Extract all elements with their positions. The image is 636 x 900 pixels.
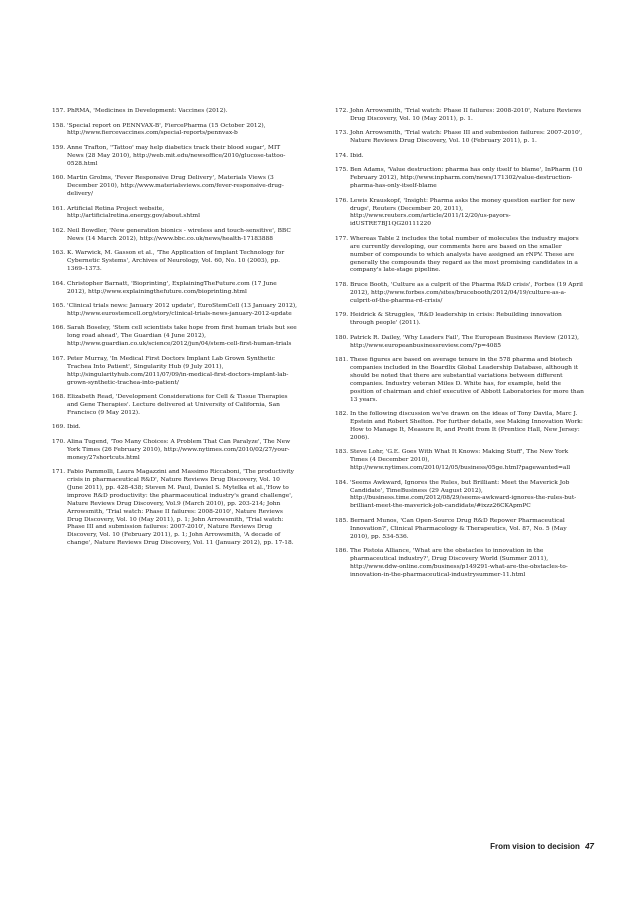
right-endnotes-column (335, 108, 585, 586)
endnote (52, 424, 297, 432)
endnote-text: 'Special report on PENNVAX-B', FiercePharma (15 October 2012), http://www.fiercevaccines.com/special-reports/pennvax-b (67, 122, 266, 137)
endnote-text: The Pistoia Alliance, 'What are the obstacles to innovation in the pharmaceutical industry?', Drug Discovery World (Summer 2011), http://www.ddw-online.com/business/p149291-what-are-the-obstacles-to-innovation-in-the-pharmaceutical-industrysummer-11.html (350, 548, 568, 578)
endnote-number: 164. (52, 280, 66, 287)
endnote-number: 186. (335, 548, 349, 555)
endnote-text: Bruce Booth, 'Culture as a culprit of the Pharma R&D crisis', Forbes (19 April 2012), http://www.forbes.com/sites/brucebooth/2012/04/19/culture-as-a-culprit-of-the-pharma-rd-crisis/ (350, 281, 583, 304)
endnote (52, 228, 297, 244)
endnote-number: 161. (52, 205, 66, 212)
endnote-number: 173. (335, 130, 349, 137)
endnote-text: In the following discussion we've drawn on the ideas of Tony Davila, Marc J. Epstein and Robert Shelton. For further details, see Making Innovation Work: How to Manage It, Measure It, and Profit from It (Prentice Hall, New Jersey: 2006). (350, 411, 583, 441)
endnote (52, 439, 297, 463)
endnote-number: 159. (52, 144, 66, 151)
endnote (52, 145, 297, 169)
endnote (52, 281, 297, 297)
endnote (335, 312, 585, 328)
endnote (52, 108, 297, 116)
endnote (52, 356, 297, 388)
endnote (52, 123, 297, 139)
endnote-text: Bernard Munos, 'Can Open-Source Drug R&D Repower Pharmaceutical Innovation?', Clinical Pharmacology & Therapeutics, Vol. 87, No. 5 (May 2010), pp. 534-536. (350, 517, 567, 540)
endnote-number: 180. (335, 334, 349, 341)
endnote-number: 184. (335, 479, 349, 486)
endnote (52, 206, 297, 222)
endnote-text: These figures are based on average tenure in the 578 pharma and biotech companies included in the Boardlix Global Leadership Database, although it should be noted that there are substantial variations between different companies. Industry veteran Miles D. White has, for example, held the position of chairman and chief executive of Abbott Laboratories for more than 13 years. (350, 357, 584, 403)
endnote (335, 198, 585, 230)
endnote-number: 162. (52, 227, 66, 234)
endnote-number: 163. (52, 250, 66, 257)
endnote-number: 181. (335, 357, 349, 364)
endnote-text: Heidrick & Struggles, 'R&D leadership in crisis: Rebuilding innovation through people' (2011). (350, 312, 562, 327)
endnote-number: 158. (52, 122, 66, 129)
endnote-text: Elizabeth Read, 'Development Considerations for Cell & Tissue Therapies and Gene Therapies'. Lecture delivered at University of California, San Francisco (9 May 2012). (67, 394, 288, 416)
endnote-number: 170. (52, 438, 66, 445)
endnote-number: 165. (52, 303, 66, 310)
footer-label: From vision to decision (490, 842, 580, 851)
endnote (335, 167, 585, 191)
endnote-text: K. Warwick, M. Gasson et al., 'The Application of Implant Technology for Cybernetic Systems', Archives of Neurology, Vol. 60, No. 10 (2003), pp. 1369–1373. (67, 250, 285, 273)
endnote-number: 174. (335, 152, 349, 159)
endnote-text: Ben Adams, 'Value destruction: pharma has only itself to blame', InPharm (10 February 2012), http://www.inpharm.com/news/171302/value-destruction-pharma-has-only-itself-blame (350, 167, 583, 190)
endnote-number: 177. (335, 235, 349, 242)
endnote-text: 'Clinical trials news: January 2012 update', EuroStemCell (13 January 2012), http://www.eurostemcell.org/story/clinical-trials-news-january-2012-update (67, 303, 297, 317)
endnote-number: 183. (335, 449, 349, 456)
endnote-number: 171. (52, 469, 66, 476)
endnote (335, 480, 585, 512)
endnote-text: Martin Grolms, 'Fever Responsive Drug Delivery', Materials Views (3 December 2010), http://www.materialsviews.com/fever-responsive-drug-delivery/ (67, 175, 284, 198)
endnote-text: Artificial Retina Project website, http://artificialretina.energy.gov/about.shtml (67, 205, 200, 220)
endnote (335, 518, 585, 542)
endnote (52, 250, 297, 274)
endnote-number: 179. (335, 312, 349, 319)
endnote (335, 411, 585, 443)
endnote-text: Lewis Krauskopf, 'Insight: Pharma asks the money question earlier for new drugs', Reuters (December 20, 2011), http://www.reuters.com/article/2011/12/20/us-payors-idUSTRE7BJ1QG20111220 (350, 197, 576, 228)
endnote-text: Peter Murray, 'In Medical First Doctors Implant Lab Grown Synthetic Trachea Into Patient', Singularity Hub (9 July 2011), http://singularityhub.com/2011/07/09/in-medical-first-doctors-implant-lab-grown-synthetic-trachea-into-patient/ (67, 355, 289, 386)
endnote-text: John Arrowsmith, 'Trial watch: Phase II failures: 2008-2010', Nature Reviews Drug Discovery, Vol. 10 (May 2011), p. 1. (350, 108, 582, 122)
left-endnotes-column (52, 108, 297, 555)
endnote-number: 157. (52, 108, 66, 114)
endnote-text: Sarah Boseley, 'Stem cell scientists take hope from first human trials but see long road ahead', The Guardian (4 June 2012), http://www.guardian.co.uk/science/2012/jun/04/stem-cell-first-human-trials (67, 325, 297, 348)
page-footer (490, 842, 594, 851)
endnote-text: Alina Tugend, 'Too Many Choices: A Problem That Can Paralyze', The New York Times (26 February 2010), http://www.nytimes.com/2010/02/27/your-money/27shortcuts.html (67, 438, 291, 461)
endnote-text: Ibid. (67, 424, 81, 431)
endnote-number: 168. (52, 394, 66, 400)
endnote-number: 175. (335, 167, 349, 174)
endnote (52, 394, 297, 418)
endnote-number: 178. (335, 281, 349, 288)
endnote-text: Ibid. (350, 152, 364, 159)
endnote (335, 130, 585, 146)
endnote-number: 160. (52, 175, 66, 182)
endnote (335, 236, 585, 276)
endnote-text: Anne Trafton, ''Tattoo' may help diabetics track their blood sugar', MIT News (28 May 2010), http://web.mit.edu/newsoffice/2010/glucose-tattoo-0528.html (67, 144, 286, 167)
endnote (335, 153, 585, 161)
endnote-text: Christopher Barnatt, 'Bioprinting', ExplainingTheFuture.com (17 June 2012), http://www.explainingthefuture.com/bioprinting.html (67, 280, 277, 295)
endnote-text: PhRMA, 'Medicines in Development: Vaccines (2012). (67, 108, 228, 114)
endnote-text: Fabio Pammolli, Laura Magazzini and Massimo Riccaboni, 'The productivity crisis in pharmaceutical R&D', Nature Reviews Drug Discovery, Vol. 10 (June 2011), pp. 428-438; Steven M. Paul, Daniel S. Mytelka et al.,'How to improve R&D productivity: the pharmaceutical industry's grand challenge', Nature Reviews Drug Discovery, Vol.9 (March 2010), pp. 203-214; John Arrowsmith, 'Trial watch: Phase II failures: 2008-2010', Nature Reviews Drug Discovery, Vol. 10 (May 2011), p. 1; John Arrowsmith, 'Trial watch: Phase III and submission failures: 2007-2010', Nature Reviews Drug Discovery, Vol. 10 (February 2011), p. 1; John Arrowsmith, 'A decade of change', Nature Reviews Drug Discovery, Vol. 11 (January 2012), pp. 17-18. (67, 469, 294, 547)
endnote (52, 469, 297, 548)
endnote-number: 167. (52, 355, 66, 362)
endnote (52, 303, 297, 319)
endnote-number: 182. (335, 411, 349, 418)
endnote-text: Whereas Table 2 includes the total number of molecules the industry majors are currently developing, our comments here are based on the smaller number of compounds to which analysts have assigned an rNPV. These are generally the compounds they regard as the most promising candidates in a company's late-stage pipeline. (350, 235, 579, 274)
endnote-text: Patrick R. Dailey, 'Why Leaders Fail', The European Business Review (2012), http://www.europeanbusinessreview.com/?p=4085 (350, 334, 580, 349)
endnote-number: 176. (335, 197, 349, 204)
endnote (335, 282, 585, 306)
endnote (335, 357, 585, 404)
endnote-text: 'Seems Awkward, Ignores the Rules, but Brilliant: Meet the Maverick Job Candidate', TimeBusiness (29 August 2012), http://business.time.com/2012/08/29/seems-awkward-ignores-the-rules-but-brilliant-meet-the-maverick-job-candidate/#ixzz26CKApmPC (350, 479, 577, 510)
endnote-number: 185. (335, 517, 349, 524)
endnote (335, 335, 585, 351)
endnote-text: Steve Lohr, 'G.E. Goes With What It Knows: Making Stuff', The New York Times (4 December 2010), http://www.nytimes.com/2010/12/05/business/05ge.html?pagewanted=all (350, 449, 571, 472)
endnote (52, 175, 297, 199)
endnote (335, 108, 585, 124)
endnote-number: 172. (335, 108, 349, 114)
endnote-number: 166. (52, 325, 66, 332)
endnote-number: 169. (52, 424, 66, 431)
endnote (335, 548, 585, 580)
endnote-text: Neil Bowdler, 'New generation bionics - wireless and touch-sensitive', BBC News (14 March 2012), http://www.bbc.co.uk/news/health-17183888 (67, 227, 291, 242)
page-number: 47 (585, 842, 594, 851)
endnote-text: John Arrowsmith, 'Trial watch: Phase III and submission failures: 2007-2010', Nature Reviews Drug Discovery, Vol. 10 (February 2011), p. 1. (350, 130, 583, 145)
endnote (335, 449, 585, 473)
endnote (52, 325, 297, 349)
